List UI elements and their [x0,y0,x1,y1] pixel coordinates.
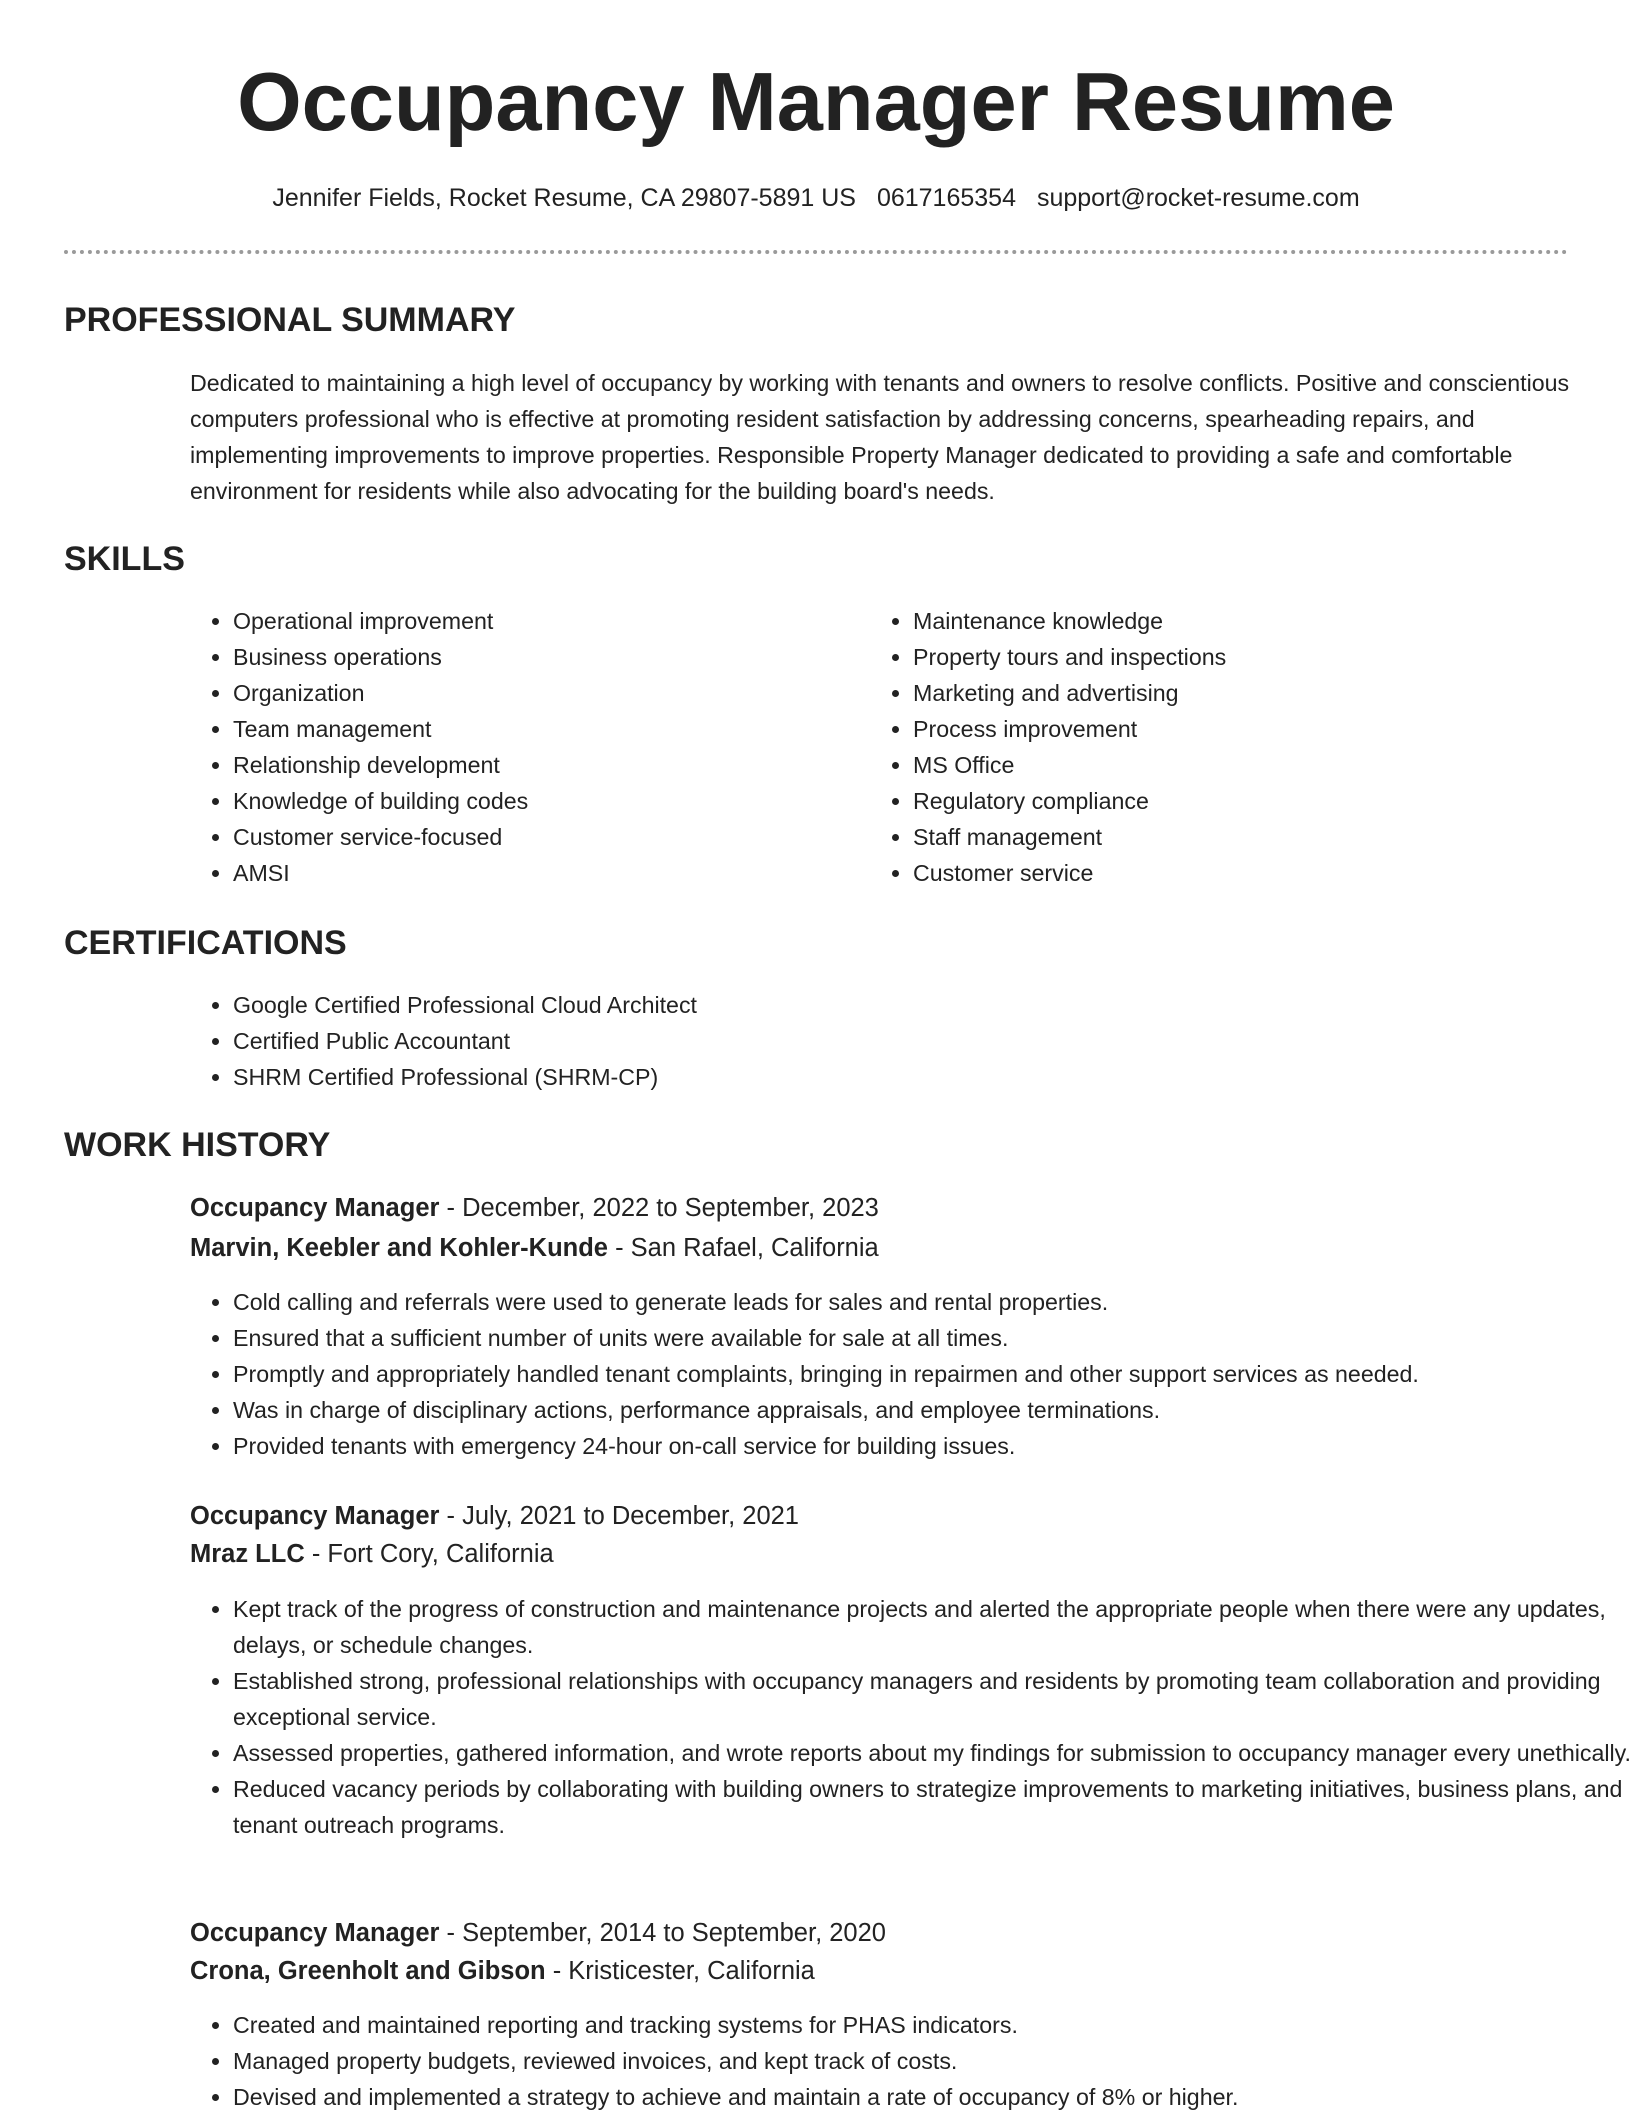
certifications-heading: CERTIFICATIONS [64,924,347,962]
job-dates: - September, 2014 to September, 2020 [439,1919,886,1947]
job-bullets [190,1591,1632,1843]
skill-item: • Regulatory compliance [913,783,1513,819]
job-bullet: • Devised and implemented a strategy to achieve and maintain a rate of occupancy of 8% or higher. [233,2079,1632,2115]
skill-item: • Property tours and inspections [913,639,1513,675]
summary-heading: PROFESSIONAL SUMMARY [64,301,516,339]
skill-item: • Customer service [913,855,1513,891]
job-company: Marvin, Keebler and Kohler-Kunde [190,1234,608,1262]
job-bullet: • Kept track of the progress of construction and maintenance projects and alerted the appropriate people when there were any updates, delays, or schedule changes. [233,1591,1632,1663]
contact-address: Jennifer Fields, Rocket Resume, CA 29807-5891 US [272,184,856,212]
job-location: - Kristicester, California [545,1957,815,1985]
header-divider [64,250,1568,254]
skill-item: • Marketing and advertising [913,675,1513,711]
job-dates: - July, 2021 to December, 2021 [439,1502,799,1530]
job-bullet: • Was in charge of disciplinary actions, performance appraisals, and employee terminations. [233,1392,1632,1428]
job-company-line [190,1536,554,1572]
job-title: Occupancy Manager [190,1502,440,1530]
job-company: Mraz LLC [190,1540,305,1568]
certification-item: • Google Certified Professional Cloud Architect [233,987,1433,1023]
skill-item: • Team management [233,711,833,747]
job-title-line [190,1190,879,1226]
skill-item: • MS Office [913,747,1513,783]
skill-item: • Relationship development [233,747,833,783]
skill-item: • AMSI [233,855,833,891]
certifications-list [190,987,1433,1095]
job-title-line [190,1915,886,1951]
job-title-line [190,1498,799,1534]
contact-phone: 0617165354 [876,184,1016,212]
job-bullet: • Provided tenants with emergency 24-hour on-call service for building issues. [233,1428,1632,1464]
certification-item: • Certified Public Accountant [233,1023,1433,1059]
summary-text: Dedicated to maintaining a high level of occupancy by working with tenants and owners to resolve conflicts. Positive and conscientious computers professional who is effective at promoting resident satisfaction by addressing concerns, spearheading repairs, and implementing improvements to improve properties. Responsible Property Manager dedicated to providing a safe and comfortable environment for residents while also advocating for the building board's needs. [190,370,1570,504]
job-company-line [190,1953,815,1989]
job-bullet: • Created and maintained reporting and tracking systems for PHAS indicators. [233,2007,1632,2043]
skills-list-left [190,603,833,891]
job-bullet: • Reduced vacancy periods by collaborating with building owners to strategize improvements to marketing initiatives, business plans, and tenant outreach programs. [233,1771,1632,1843]
work-history-heading: WORK HISTORY [64,1126,331,1164]
page-title: Occupancy Manager Resume [237,55,1395,148]
job-bullet: • Promptly and appropriately handled tenant complaints, bringing in repairmen and other support services as needed. [233,1356,1632,1392]
job-location: - San Rafael, California [608,1234,879,1262]
job-location: - Fort Cory, California [304,1540,554,1568]
job-bullet: • Ensured that a sufficient number of units were available for sale at all times. [233,1320,1632,1356]
job-bullet: • Established strong, professional relationships with occupancy managers and residents by promoting team collaboration and providing exceptional service. [233,1663,1632,1735]
skill-item: • Knowledge of building codes [233,783,833,819]
skill-item: • Operational improvement [233,603,833,639]
job-title: Occupancy Manager [190,1919,440,1947]
skills-list-right [870,603,1513,891]
certification-item: • SHRM Certified Professional (SHRM-CP) [233,1059,1433,1095]
job-company-line [190,1230,879,1266]
skill-item: • Process improvement [913,711,1513,747]
job-title: Occupancy Manager [190,1194,440,1222]
contact-line [0,181,1632,215]
skill-item: • Business operations [233,639,833,675]
skill-item: • Staff management [913,819,1513,855]
contact-email: support@rocket-resume.com [1036,184,1360,212]
job-bullets [190,1284,1632,1464]
job-bullet: • Assessed properties, gathered information, and wrote reports about my findings for submission to occupancy manager every unethically. [233,1735,1632,1771]
skill-item: • Customer service-focused [233,819,833,855]
job-dates: - December, 2022 to September, 2023 [439,1194,879,1222]
job-company: Crona, Greenholt and Gibson [190,1957,546,1985]
skills-heading: SKILLS [64,540,185,578]
job-bullet: • Managed property budgets, reviewed invoices, and kept track of costs. [233,2043,1632,2079]
skill-item: • Organization [233,675,833,711]
job-bullets [190,2007,1632,2115]
skill-item: • Maintenance knowledge [913,603,1513,639]
job-bullet: • Cold calling and referrals were used to generate leads for sales and rental properties. [233,1284,1632,1320]
